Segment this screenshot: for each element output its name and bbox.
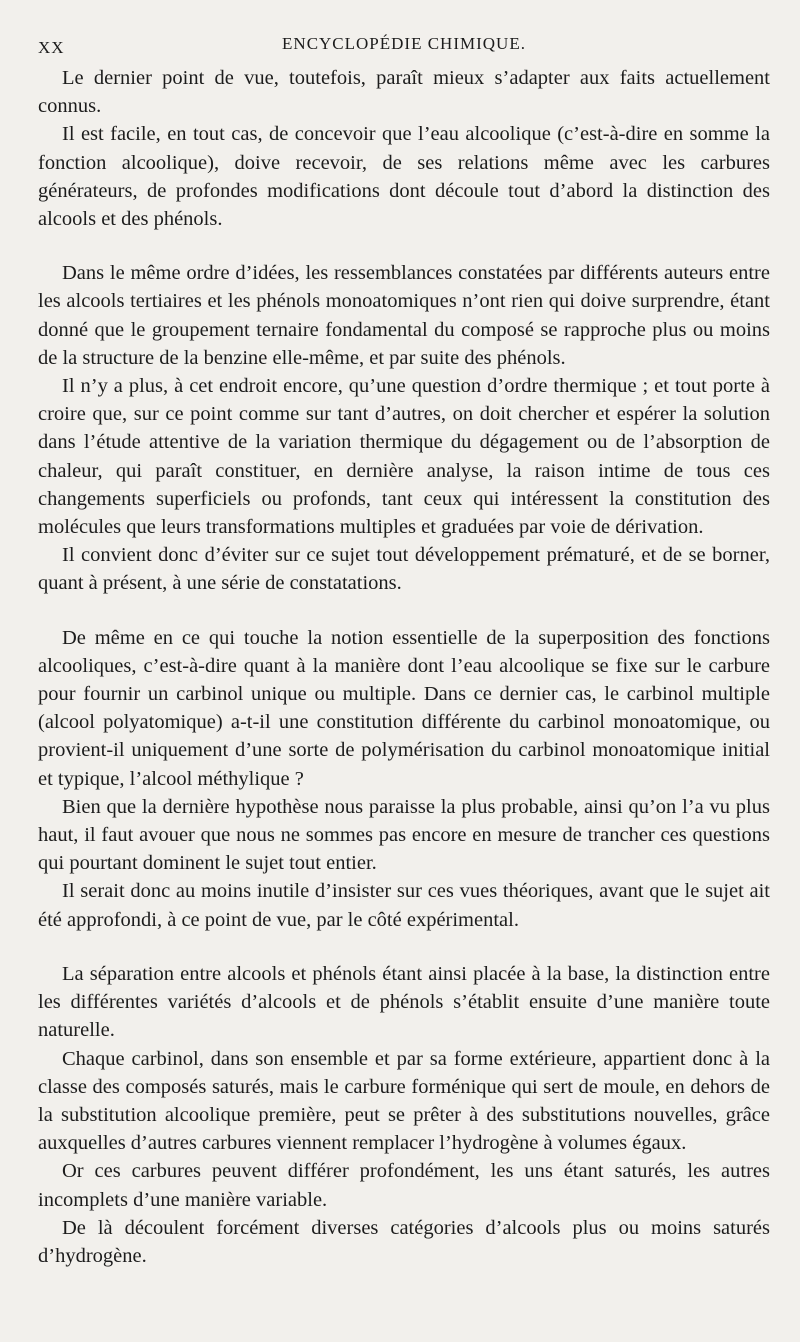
section-break — [38, 233, 770, 259]
section-break — [38, 934, 770, 960]
paragraph: Or ces carbures peuvent différer profondément, les uns étant saturés, les autres incomplets d’une manière variable. — [38, 1160, 770, 1211]
body-text — [38, 64, 770, 1270]
paragraph: Il convient donc d’éviter sur ce sujet tout développement prématuré, et de se borner, quant à présent, à une série de constatations. — [38, 544, 770, 595]
paragraph: Il est facile, en tout cas, de concevoir que l’eau alcoolique (c’est-à-dire en somme la fonction alcoolique), doive recevoir, de ses relations même avec les carbures générateurs, de profondes modifications dont découle tout d’abord la distinction des alcools et des phénols. — [38, 123, 770, 231]
page-header — [38, 30, 770, 64]
running-title: ENCYCLOPÉDIE CHIMIQUE. — [282, 34, 526, 53]
paragraph: Le dernier point de vue, toutefois, paraît mieux s’adapter aux faits actuellement connus. — [38, 67, 770, 118]
paragraph: La séparation entre alcools et phénols étant ainsi placée à la base, la distinction entre les différentes variétés d’alcools et de phénols s’établit ensuite d’une manière toute naturelle. — [38, 962, 770, 1042]
paragraph: De même en ce qui touche la notion essentielle de la superposition des fonctions alcooliques, c’est-à-dire quant à la manière dont l’eau alcoolique se fixe sur le carbure pour fournir un carbinol unique ou multiple. Dans ce dernier cas, le carbinol multiple (alcool polyatomique) a-t-il une constitution différente du carbinol monoatomique, ou provient-il uniquement d’une sorte de polymérisation du carbinol monoatomique initial et typique, l’alcool méthylique ? — [38, 626, 770, 790]
paragraph: Il serait donc au moins inutile d’insister sur ces vues théoriques, avant que le sujet ait été approfondi, à ce point de vue, par le côté expérimental. — [38, 880, 770, 931]
section-break — [38, 598, 770, 624]
paragraph: Il n’y a plus, à cet endroit encore, qu’une question d’ordre thermique ; et tout porte à croire que, sur ce point comme sur tant d’autres, on doit chercher et espérer la solution dans l’étude attentive de la variation thermique du dégagement ou de l’absorption de chaleur, qui paraît constituer, en dernière analyse, la raison intime de tous ces changements superficiels ou profonds, tant ceux qui intéressent la constitution des molécules que leurs transformations multiples et graduées par voie de dérivation. — [38, 375, 770, 539]
paragraph: De là découlent forcément diverses catégories d’alcools plus ou moins saturés d’hydrogène. — [38, 1216, 770, 1267]
paragraph: Bien que la dernière hypothèse nous paraisse la plus probable, ainsi qu’on l’a vu plus haut, il faut avouer que nous ne sommes pas encore en mesure de trancher ces questions qui pourtant dominent le sujet tout entier. — [38, 795, 770, 875]
paragraph: Dans le même ordre d’idées, les ressemblances constatées par différents auteurs entre les alcools tertiaires et les phénols monoatomiques n’ont rien qui doive surprendre, étant donné que le groupement ternaire fondamental du composé se rapproche plus ou moins de la structure de la benzine elle-même, et par suite des phénols. — [38, 262, 770, 369]
page-number: XX — [38, 38, 65, 57]
paragraph: Chaque carbinol, dans son ensemble et par sa forme extérieure, appartient donc à la classe des composés saturés, mais le carbure forménique qui sert de moule, en dehors de la substitution alcoolique première, peut se prêter à des substitutions nouvelles, grâce auxquelles d’autres carbures viennent remplacer l’hydrogène à volumes égaux. — [38, 1047, 770, 1155]
